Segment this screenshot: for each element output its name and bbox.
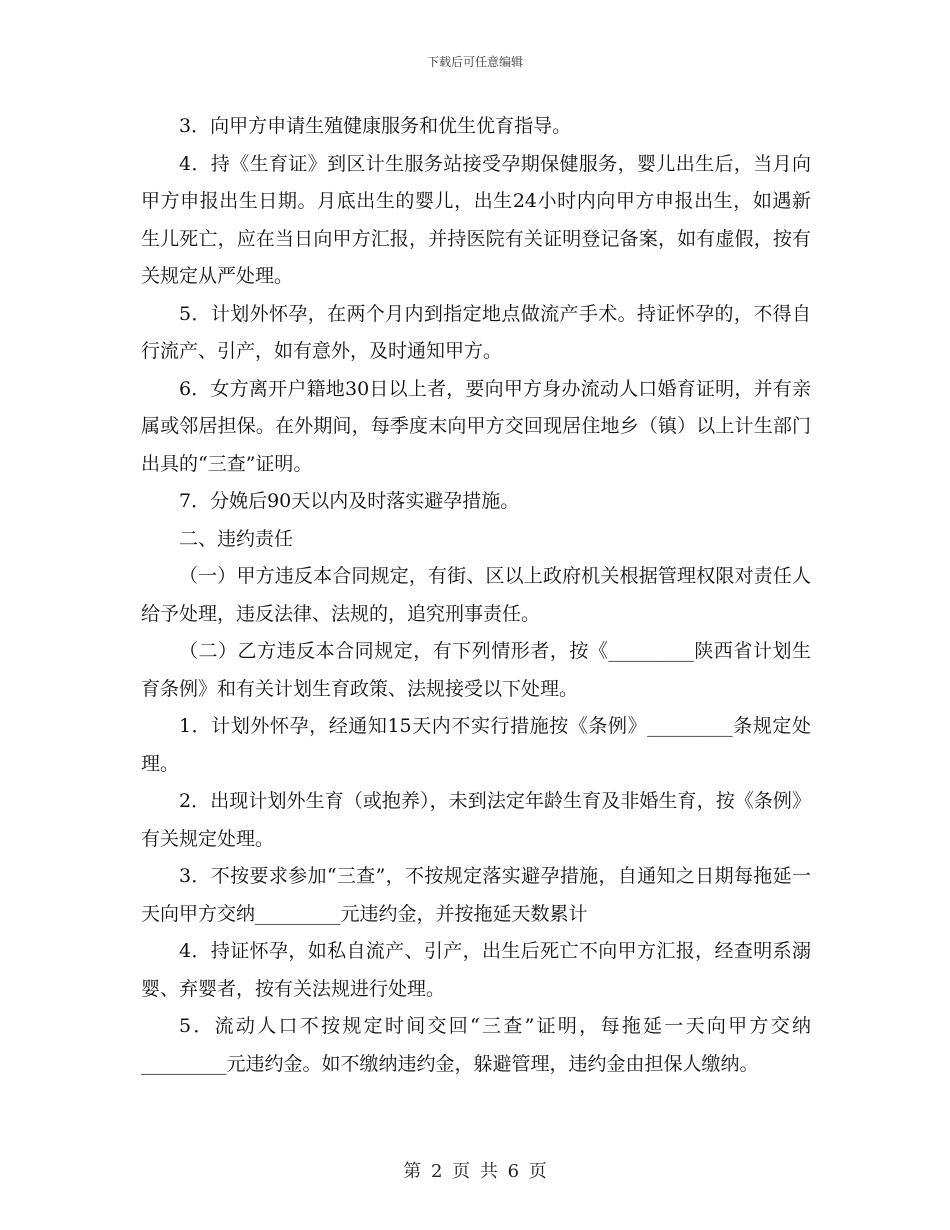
paragraph-penalty-5: 5．流动人口不按规定时间交回“三查”证明，每拖延一天向甲方交纳_________元违约金。如不缴纳违约金，躲避管理，违约金由担保人缴纳。 (141, 1015, 811, 1075)
paragraph-penalty-4: 4．持证怀孕，如私自流产、引产，出生后死亡不向甲方汇报，经查明系溺婴、弃婴者，按有关法规进行处理。 (141, 940, 811, 1000)
paragraph-item-5: 5．计划外怀孕，在两个月内到指定地点做流产手术。持证怀孕的，不得自行流产、引产，如有意外，及时通知甲方。 (141, 302, 811, 362)
paragraph-penalty-2: 2．出现计划外生育（或抱养），未到法定年龄生育及非婚生育，按《条例》有关规定处理。 (141, 790, 811, 850)
document-body (141, 108, 811, 1083)
paragraph-item-7: 7．分娩后90天以内及时落实避孕措施。 (179, 490, 520, 512)
paragraph-item-4: 4．持《生育证》到区计生服务站接受孕期保健服务，婴儿出生后，当月向甲方申报出生日期。月底出生的婴儿，出生24小时内向甲方申报出生，如遇新生儿死亡，应在当日向甲方汇报，并持医院有关证明登记备案，如有虚假，按有关规定从严处理。 (141, 152, 811, 287)
paragraph-penalty-1: 1．计划外怀孕，经通知15天内不实行措施按《条例》_________条规定处理。 (141, 715, 811, 775)
section-heading-breach: 二、违约责任 (179, 527, 294, 550)
paragraph-penalty-3: 3．不按要求参加“三查”，不按规定落实避孕措施，自通知之日期每拖延一天向甲方交纳_________元违约金，并按拖延天数累计 (141, 865, 811, 925)
paragraph-party-b-breach: （二）乙方违反本合同规定，有下列情形者，按《_________陕西省计划生育条例》和有关计划生育政策、法规接受以下处理。 (141, 640, 811, 700)
page-footer: 第 2 页 共 6 页 (403, 1161, 547, 1182)
paragraph-party-a-breach: （一）甲方违反本合同规定，有街、区以上政府机关根据管理权限对责任人给予处理，违反法律、法规的，追究刑事责任。 (141, 565, 811, 625)
page-header: 下载后可任意编辑 (426, 55, 523, 69)
paragraph-item-6: 6．女方离开户籍地30日以上者，要向甲方身办流动人口婚育证明，并有亲属或邻居担保。在外期间，每季度末向甲方交回现居住地乡（镇）以上计生部门出具的“三查”证明。 (141, 377, 811, 475)
paragraph-item-3: 3．向甲方申请生殖健康服务和优生优育指导。 (179, 115, 572, 137)
